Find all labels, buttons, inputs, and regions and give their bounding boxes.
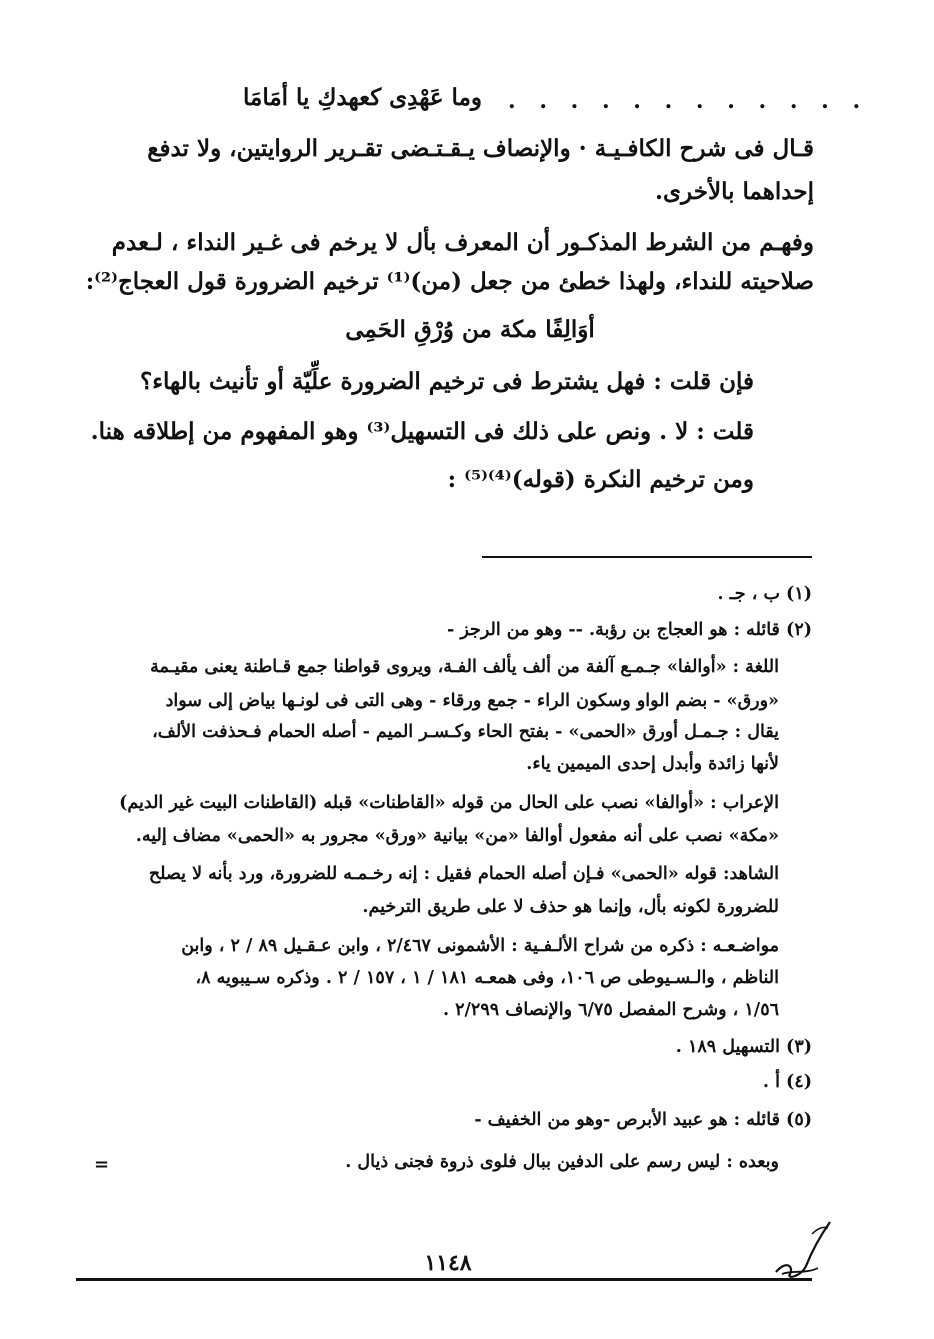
footnote-line: للضرورة لكونه بأل، وإنما هو حذف لا على طريق الترخيم.: [362, 897, 779, 917]
footnote-divider: [482, 556, 812, 558]
text-line: قلت : لا . ونص على ذلك فى التسهيل⁽³⁾ وهو المفهوم من إطلاقه هنا.: [90, 418, 754, 445]
text-line: صلاحيته للنداء، ولهذا خطئ من جعل (من)⁽¹⁾ ترخيم الضرورة قول العجاج⁽²⁾:: [85, 268, 814, 295]
footnote-line: مواضـعـه : ذكره من شراح الألـفـية : الأشمونى ٢/٤٦٧ ، وابن عـقـيل ٨٩ / ٢ ، وابن: [181, 936, 779, 956]
footnote-line: (٤) أ .: [762, 1072, 812, 1092]
text-line: فإن قلت : فهل يشترط فى ترخيم الضرورة علِّيّة أو تأنيث بالهاء؟: [139, 368, 754, 395]
footnote-line: وبعده : ليس رسم على الدفين ببال فلوى ذروة فجنى ذيال .: [345, 1152, 779, 1172]
footnote-line: «ورق» - بضم الواو وسكون الراء - جمع ورقاء - وهى التى فى لونـها بياض إلى سواد: [165, 691, 779, 711]
footnote-line: «مكة» نصب على أنه مفعول أوالفا «من» بيانية «ورق» مجرور به «الحمى» مضاف إليه.: [135, 826, 779, 846]
footnote-line: (٣) التسهيل ١٨٩ .: [675, 1037, 812, 1057]
footnote-line: الإعراب : «أوالفا» نصب على الحال من قوله «القاطنات» قبله (القاطنات البيت غير الديم): [119, 793, 779, 813]
ellipsis-dots: . . . . . . . . . . . .: [508, 88, 869, 114]
verse-line: وما عَهْدِى كعهدكِ يا أمَامَا: [243, 84, 482, 111]
footnote-line: ١/٥٦ ، وشرح المفصل ٦/٧٥ والإنصاف ٢/٢٩٩ .: [442, 1000, 779, 1020]
footnote-line: الشاهد: قوله «الحمى» فـإن أصله الحمام فقيل : إنه رخـمـه للضرورة، ورد بأنه لا يصلح: [148, 864, 779, 884]
handwritten-signature-icon: [772, 1216, 834, 1282]
footnote-line: الناظم ، والـسـيوطى ص ١٠٦، وفى همعـه ١٨١ / ١ ، ١٥٧ / ٢ . وذكره سـيبويه ٨،: [195, 968, 779, 988]
text-line: وفهـم من الشرط المذكـور أن المعرف بأل لا يرخم فى غـير النداء ، لـعدم: [111, 229, 814, 256]
footnote-line: لأنها زائدة وأبدل إحدى الميمين ياء.: [526, 754, 779, 774]
page-number: ١١٤٨: [424, 1250, 472, 1276]
footnote-line: اللغة : «أوالفا» جـمـع آلفة من ألف يألف الفـة، ويروى قواطنا جمع قـاطنة يعنى مقيـمة: [150, 657, 779, 677]
text-line: قـال فى شرح الكافـيـة · والإنصاف يـقـتـضى تقـرير الروايتين، ولا تدفع: [147, 135, 814, 162]
verse-line: أوَالِفًا مكة من وُرْقِ الحَمِى: [345, 316, 595, 343]
footnote-line: (٥) قائله : هو عبيد الأبرص -وهو من الخفيف -: [474, 1110, 812, 1130]
footnote-line: (١) ب ، جـ .: [717, 584, 812, 604]
footnote-line: (٢) قائله : هو العجاج بن رؤبة. -- وهو من الرجز -: [447, 620, 812, 640]
text-line: ومن ترخيم النكرة (قوله)⁽⁴⁾⁽⁵⁾ :: [447, 466, 754, 493]
continuation-mark: =: [94, 1154, 110, 1175]
footnote-line: يقال : جـمـل أورق «الحمى» - بفتح الحاء وكـسـر الميم - أصله الحمام فـحذفت الألف،: [152, 722, 779, 742]
page-bottom-rule: [76, 1278, 812, 1281]
text-line: إحداهما بالأخرى.: [655, 178, 814, 205]
